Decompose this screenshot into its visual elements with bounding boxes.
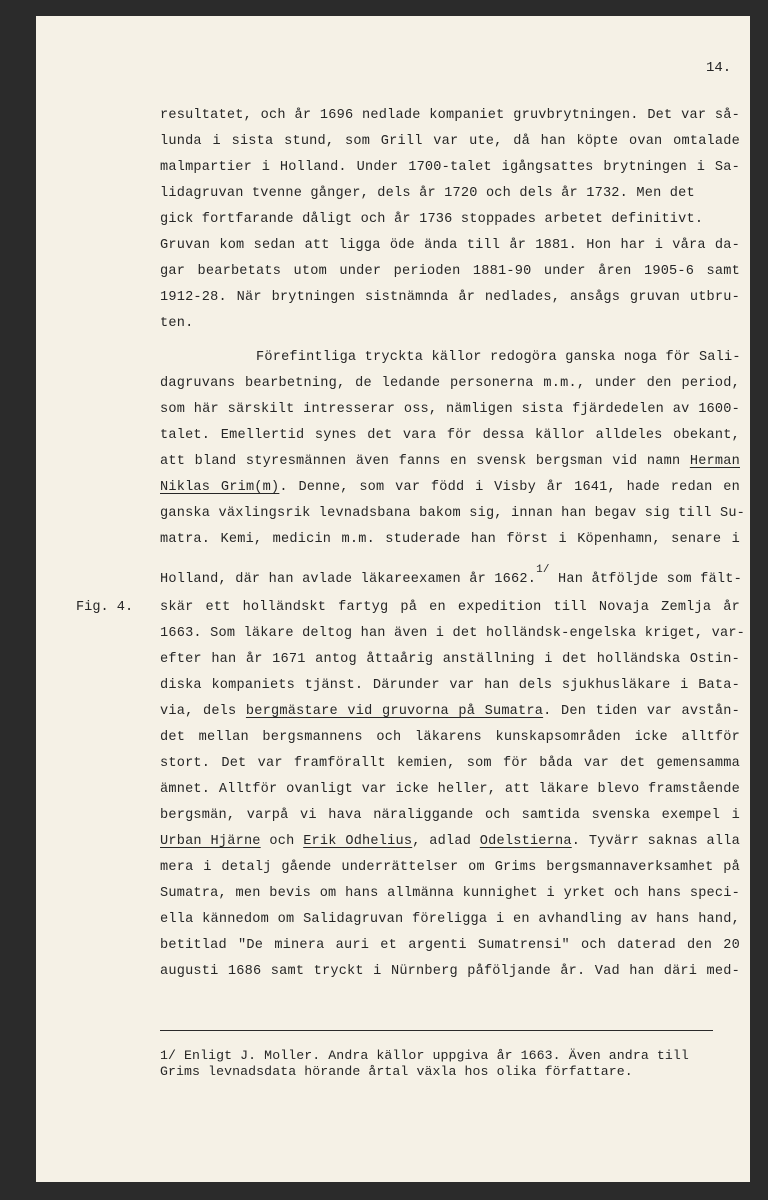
page-number: 14.: [706, 60, 732, 76]
body-line: betitlad "De minera auri et argenti Sumatrensi" och daterad den 20: [160, 938, 740, 953]
body-line: resultatet, och år 1696 nedlade kompaniet gruvbrytningen. Det var så-: [160, 108, 740, 123]
footnote-marker: 1/: [536, 564, 550, 576]
person-name: Erik Odhelius: [303, 834, 413, 849]
footnote-line: 1/ Enligt J. Moller. Andra källor uppgiva år 1663. Även andra till: [160, 1048, 689, 1063]
body-line: gick fortfarande dåligt och år 1736 stoppades arbetet definitivt.: [160, 212, 704, 227]
body-line: Niklas Grim(m). Denne, som var född i Visby år 1641, hade redan en: [160, 480, 740, 495]
person-name: Niklas Grim(m): [160, 480, 280, 495]
body-line: matra. Kemi, medicin m.m. studerade han först i Köpenhamn, senare i: [160, 532, 740, 547]
body-line: bergsmän, varpå vi hava näraliggande och samtida svenska exempel i: [160, 808, 740, 823]
body-line: efter han år 1671 antog åttaårig anställning i det holländska Ostin-: [160, 652, 740, 667]
body-line: ganska växlingsrik levnadsbana bakom sig, innan han begav sig till Su-: [160, 506, 746, 521]
body-line: lunda i sista stund, som Grill var ute, då han köpte ovan omtalade: [160, 134, 740, 149]
person-name: Odelstierna: [479, 834, 572, 849]
body-line: dagruvans bearbetning, de ledande personerna m.m., under den period,: [160, 376, 740, 391]
body-line: Holland, där han avlade läkareexamen år 1662.$^{1/}$ Han åtföljde som fält-: [160, 564, 742, 587]
body-line: augusti 1686 samt tryckt i Nürnberg påföljande år. Vad han däri med-: [160, 964, 740, 979]
body-line: 1663. Som läkare deltog han även i det holländsk-engelska kriget, var-: [160, 626, 746, 641]
body-line: Sumatra, men bevis om hans allmänna kunnighet i yrket och hans speci-: [160, 886, 740, 901]
body-line: diska kompaniets tjänst. Därunder var han dels sjukhusläkare i Bata-: [160, 678, 740, 693]
body-line: 1912-28. När brytningen sistnämnda år nedlades, ansågs gruvan utbru-: [160, 290, 740, 305]
body-line: lidagruvan tvenne gånger, dels år 1720 och dels år 1732. Men det: [160, 186, 695, 201]
body-line: ella kännedom om Salidagruvan föreligga i en avhandling av hans hand,: [160, 912, 740, 927]
body-line: skär ett holländskt fartyg på en expedition till Novaja Zemlja år: [160, 600, 740, 615]
footnote-separator: [160, 1030, 713, 1031]
body-line: som här särskilt intresserar oss, nämligen sista fjärdedelen av 1600-: [160, 402, 740, 417]
body-line: talet. Emellertid synes det vara för dessa källor alldeles obekant,: [160, 428, 740, 443]
body-line: via, dels bergmästare vid gruvorna på Sumatra. Den tiden var avstån-: [160, 704, 741, 719]
body-line: stort. Det var framförallt kemien, som för båda var det gemensamma: [160, 756, 740, 771]
body-line: att bland styresmännen även fanns en svensk bergsman vid namn Herman: [160, 454, 740, 469]
underlined-phrase: bergmästare vid gruvorna på Sumatra: [245, 704, 544, 719]
body-line: Gruvan kom sedan att ligga öde ända till år 1881. Hon har i våra da-: [160, 238, 740, 253]
body-line: malmpartier i Holland. Under 1700-talet igångsattes brytningen i Sa-: [160, 160, 740, 175]
body-line: mera i detalj gående underrättelser om Grims bergsmannaverksamhet på: [160, 860, 740, 875]
body-line: Urban Hjärne och Erik Odhelius, adlad Odelstierna. Tyvärr saknas alla: [160, 834, 740, 849]
person-name: Herman: [689, 454, 740, 469]
body-line: ten.: [160, 316, 194, 331]
body-line: ämnet. Alltför ovanligt var icke heller, att läkare blevo framstående: [160, 782, 740, 797]
figure-reference: Fig. 4.: [76, 600, 134, 615]
footnote-line: Grims levnadsdata hörande årtal växla hos olika författare.: [160, 1064, 633, 1079]
person-name: Urban Hjärne: [160, 834, 261, 849]
body-line: gar bearbetats utom under perioden 1881-90 under åren 1905-6 samt: [160, 264, 740, 279]
body-line: det mellan bergsmannens och läkarens kunskapsområden icke alltför: [160, 730, 740, 745]
body-line: Förefintliga tryckta källor redogöra ganska noga för Sali-: [256, 350, 741, 365]
